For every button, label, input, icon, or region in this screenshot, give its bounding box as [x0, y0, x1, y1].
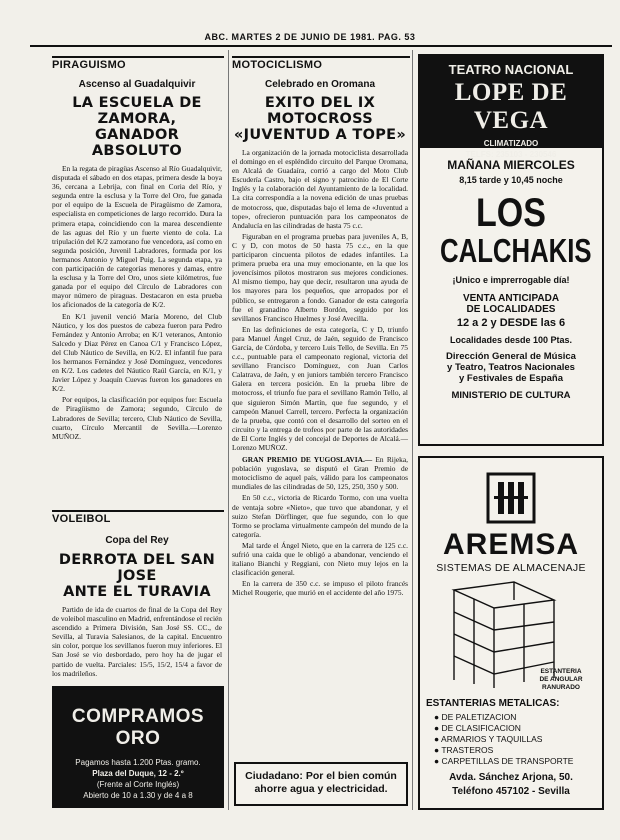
teatro-body: [420, 150, 602, 442]
aremsa-brand: AREMSA: [442, 528, 579, 561]
paragraph: Mal tarde el Ángel Nieto, que en la carrera de 125 c.c. sufrió una caída que le obligó a abandonar, venciendo el italiano Bianchi y Reggiani, con Nieto muy lejos en la clasificación general.: [232, 540, 408, 578]
compramos-oro-ad: [52, 686, 224, 808]
paragraph: Partido de ida de cuartos de final de la Copa del Rey de voleibol masculino en Madrid, enfrentándose el recién ascendido a Primera División, San José SS. CC., de Sevilla, al Turavia Salesianos, de la capital. Encuentro sin color, porque los sevillanos fueron muy inferiores. El San José se vio desbordado, pero hoy ha de jugar el partido de vuelta. Parciales: 15/5, 15/2, 15/4 a favor de los madrileños.: [52, 605, 222, 678]
paragraph: [232, 455, 408, 491]
header-rule: [30, 45, 612, 47]
ad-line: Plaza del Duque, 12 - 2.º: [92, 769, 184, 778]
section-label: MOTOCICLISMO: [232, 59, 323, 71]
article-headline-line-2: ANTE EL TURAVIA: [63, 584, 211, 600]
voleibol-article: [52, 512, 222, 684]
motociclismo-article: [232, 58, 408, 760]
teatro-climatizado: CLIMATIZADO: [483, 139, 539, 148]
aremsa-estanterias: ESTANTERIAS METALICAS:: [426, 698, 560, 709]
article-headline-line-1: LA ESCUELA DE ZAMORA,: [72, 95, 202, 127]
aremsa-item-list: [434, 712, 600, 767]
gp-lead: GRAN PREMIO DE YUGOSLAVIA.—: [242, 455, 373, 465]
article-body: [52, 164, 222, 441]
list-item: ● ARMARIOS Y TAQUILLAS: [434, 734, 543, 744]
section-label: PIRAGUISMO: [52, 59, 126, 71]
aremsa-address: Avda. Sánchez Arjona, 50.: [449, 772, 573, 783]
teatro-telfs: TELFS: 235103 - 230546: [465, 150, 557, 159]
ad-title: COMPRAMOS ORO: [71, 706, 205, 749]
column-divider: [412, 50, 413, 810]
teatro-top: TEATRO NACIONAL: [448, 62, 574, 77]
paragraph: En la regata de piragüas Ascenso al Río Guadalquivir, disputada el sábado en dos etapas, primera desde la boya 36, cercana a Lebrija, con final en Coria del Río, y segunda entre la esclusa y la Torre del Oro, fue ganada por el equipo de la Escuela de Piragüismo de Zamora, especialista en competiciones de largo recorrido. Dura la primera etapa, coincidiendo con la marea descendiente de las aguas del Río y un fuerte viento de cola. La tripulación del K/2 zamorano fue vencedora, así como en segunda posición, Juvenil Labradores, formada por los hermanos Antonio y Miguel Puig. La segunda etapa, ya con participación de categorías menores y damas, entre la esclusa y la Torre del Oro, unos siete kilómetros, fue ganada por el equipo del Círculo de Labradores con mayor número de piraguas. Destacaron en esta prueba los aficionados de la categoría de K/2.: [52, 164, 222, 310]
teatro-lope-de-vega-ad: [418, 54, 604, 446]
page-header: ABC. MARTES 2 DE JUNIO DE 1981. PAG. 53: [204, 32, 416, 42]
aremsa-logo-icon: [486, 472, 536, 524]
list-item: ● DE CLASIFICACION: [434, 723, 521, 733]
paragraph: En las definiciones de esta categoría, C y D, triunfo para Manuel Ángel Cruz, de Jaén, seguido de Francisco García, de Córdoba, y tercero Luis Tello, de Sevilla. En 75 c.c., puntuable para el campeonato regional, victoria del sevillano Francisco Domínguez, con Juan Carlos Calatrava, de Jaén, y en juniors también tercero Francisco Galera en tercera posición. En la prueba libre de motocross, el triunfo fue para el sevillano Ramón Tello, al que siguieron Simón Martín, que fue segundo, y el campeón Manuel Carrell, tercero. Perfecta la organización de la prueba, que contó con el desarrollo del sorteo en el circuito y la entrega de trofeos por parte de las autoridades de El Corte Inglés y del concejal de Deportes de Alcalá.—Lorenzo MUÑOZ.: [232, 324, 408, 452]
teatro-horas: 8,15 tarde y 10,45 noche: [459, 175, 563, 185]
paragraph: Por equipos, la clasificación por equipos fue: Escuela de Piragüismo de Zamora; segundo, Círculo de Labradores de Sevilla; tercero, Club Náutico de Sevilla, cuarto, Círculo Mercantil de Sevilla.—Lorenzo MUÑOZ.: [52, 395, 222, 441]
paragraph: Figuraban en el programa pruebas para juveniles A, B, C y D, con motos de 50 hasta 75 c.c., en la que participaron cincuenta pilotos de edades infantiles. La primera prueba era una muy emocionante, en la que los jovencísimos pilotos mostraron sus mejores condiciones. Al mismo tiempo, hay que decir, resultaron una ayuda de los mayores para los pequeños, que arropados por el público, se entregaron a fondo. Ganador de esta categoría fue el granadino Alberto Bordón, seguido por los sevillanos Francisco Huelmes y José Avecilla.: [232, 231, 408, 323]
teatro-venta-1: VENTA ANTICIPADA: [462, 293, 560, 304]
piraguismo-article: [52, 58, 222, 506]
paragraph: En 50 c.c., victoria de Ricardo Tormo, con una vuelta de ventaja sobre «Nieto», que tuvo que abandonar, y el suizo Stefan Dörflinger, que fue segundo, con lo que Tormo se proclama virtualmente campeón del mundo de la categoría.: [232, 493, 408, 539]
teatro-localidades: Localidades desde 100 Ptas.: [449, 335, 573, 345]
teatro-name: LOPE DE VEGA: [454, 79, 568, 134]
article-body: [52, 605, 222, 678]
aremsa-phone: Teléfono 457102 - Sevilla: [452, 786, 570, 797]
shelf-tag-1: ESTANTERIA: [540, 668, 582, 675]
ciudadano-notice: [234, 762, 408, 806]
article-headline-line-2: GANADOR ABSOLUTO: [91, 127, 183, 159]
article-kicker: Celebrado en Oromana: [264, 79, 376, 90]
teatro-direccion-2: y Teatro, Teatros Nacionales: [447, 362, 575, 373]
ad-line: Abierto de 10 a 1.30 y de 4 a 8: [83, 791, 193, 800]
list-item: ● CARPETILLAS DE TRANSPORTE: [434, 756, 574, 766]
paragraph: En la carrera de 350 c.c. se impuso el piloto francés Michel Rougerie, que murió en el accidente del año 1975.: [232, 579, 408, 598]
article-kicker: Ascenso al Guadalquivir: [78, 79, 196, 90]
teatro-direccion-3: y Festivales de España: [458, 373, 564, 384]
paragraph: En K/1 juvenil venció María Moreno, del Club Náutico, y los dos puestos de cabeza fueron para Pedro Fernández y Antonio Arroba; en K/1 veteranos, Antonio Salcedo y Diaz Pérez en Canoa C/1 y Francisco López, del Club Náutico de Sevilla, en K/2. El infantil fue para los hermanos Fernández y José Domínguez, vencedores en K/2. Los cadetes del Náutico Raúl García, en K/1, y Javier López y Joaquín Cuevas fueron los ganadores en K/2.: [52, 311, 222, 394]
teatro-title-line-1: LOS: [476, 191, 546, 235]
section-label: VOLEIBOL: [52, 513, 111, 525]
shelf-tag-2: DE ANGULAR: [539, 676, 583, 683]
ad-line: (Frente al Corte Inglés): [96, 780, 180, 789]
teatro-venta-2: DE LOCALIDADES: [466, 304, 556, 315]
notice-text: Ciudadano: Por el bien común ahorre agua y electricidad.: [245, 770, 397, 795]
list-item: ● DE PALETIZACION: [434, 712, 517, 722]
article-kicker: Copa del Rey: [105, 535, 169, 546]
article-headline-line-1: EXITO DEL IX MOTOCROSS: [264, 95, 376, 127]
teatro-horario: 12 a 2 y DESDE las 6: [456, 317, 566, 329]
article-headline-line-2: «JUVENTUD A TOPE»: [233, 127, 407, 143]
teatro-header: [420, 56, 602, 159]
gp-text: En Rijeka, población yugoslava, se disputó el Gran Premio de motociclismo de aquel país, válido para los campeonatos mundiales de las cilindradas de 50, 125, 250, 350 y 500.: [232, 455, 408, 492]
paragraph: La organización de la jornada motociclista desarrollada el domingo en el espléndido circuito del Parque Oromana, en Alcalá de Guadaíra, corrió a cargo del Moto Club Escudería Castro, bajo el signo y patrocinio de El Corte Inglés y la colaboración del Ayuntamiento de la localidad. La cita correspondía a la novena edición de unas pruebas de motocross, que, disputadas bajo el lema de «Juventud a tope», ofrecieron puntuación para los campeonatos de Andalucía en las cilindradas de hasta 75 c.c.: [232, 148, 408, 230]
column-divider: [228, 50, 229, 810]
teatro-unico: ¡Unico e imprerrogable día!: [452, 275, 570, 285]
shelf-tag-3: RANURADO: [542, 684, 580, 691]
teatro-ministerio: MINISTERIO DE CULTURA: [451, 390, 571, 401]
ad-line: Pagamos hasta 1.200 Ptas. gramo.: [75, 758, 201, 767]
aremsa-ad: [418, 456, 604, 810]
list-item: ● TRASTEROS: [434, 745, 494, 755]
teatro-direccion-1: Dirección General de Música: [446, 351, 576, 362]
teatro-manana: MAÑANA MIERCOLES: [447, 158, 575, 172]
teatro-title-line-2: CALCHAKIS: [440, 232, 592, 269]
aremsa-tagline: SISTEMAS DE ALMACENAJE: [436, 562, 586, 574]
article-headline-line-1: DERROTA DEL SAN JOSE: [58, 552, 216, 584]
article-body: [232, 148, 408, 598]
